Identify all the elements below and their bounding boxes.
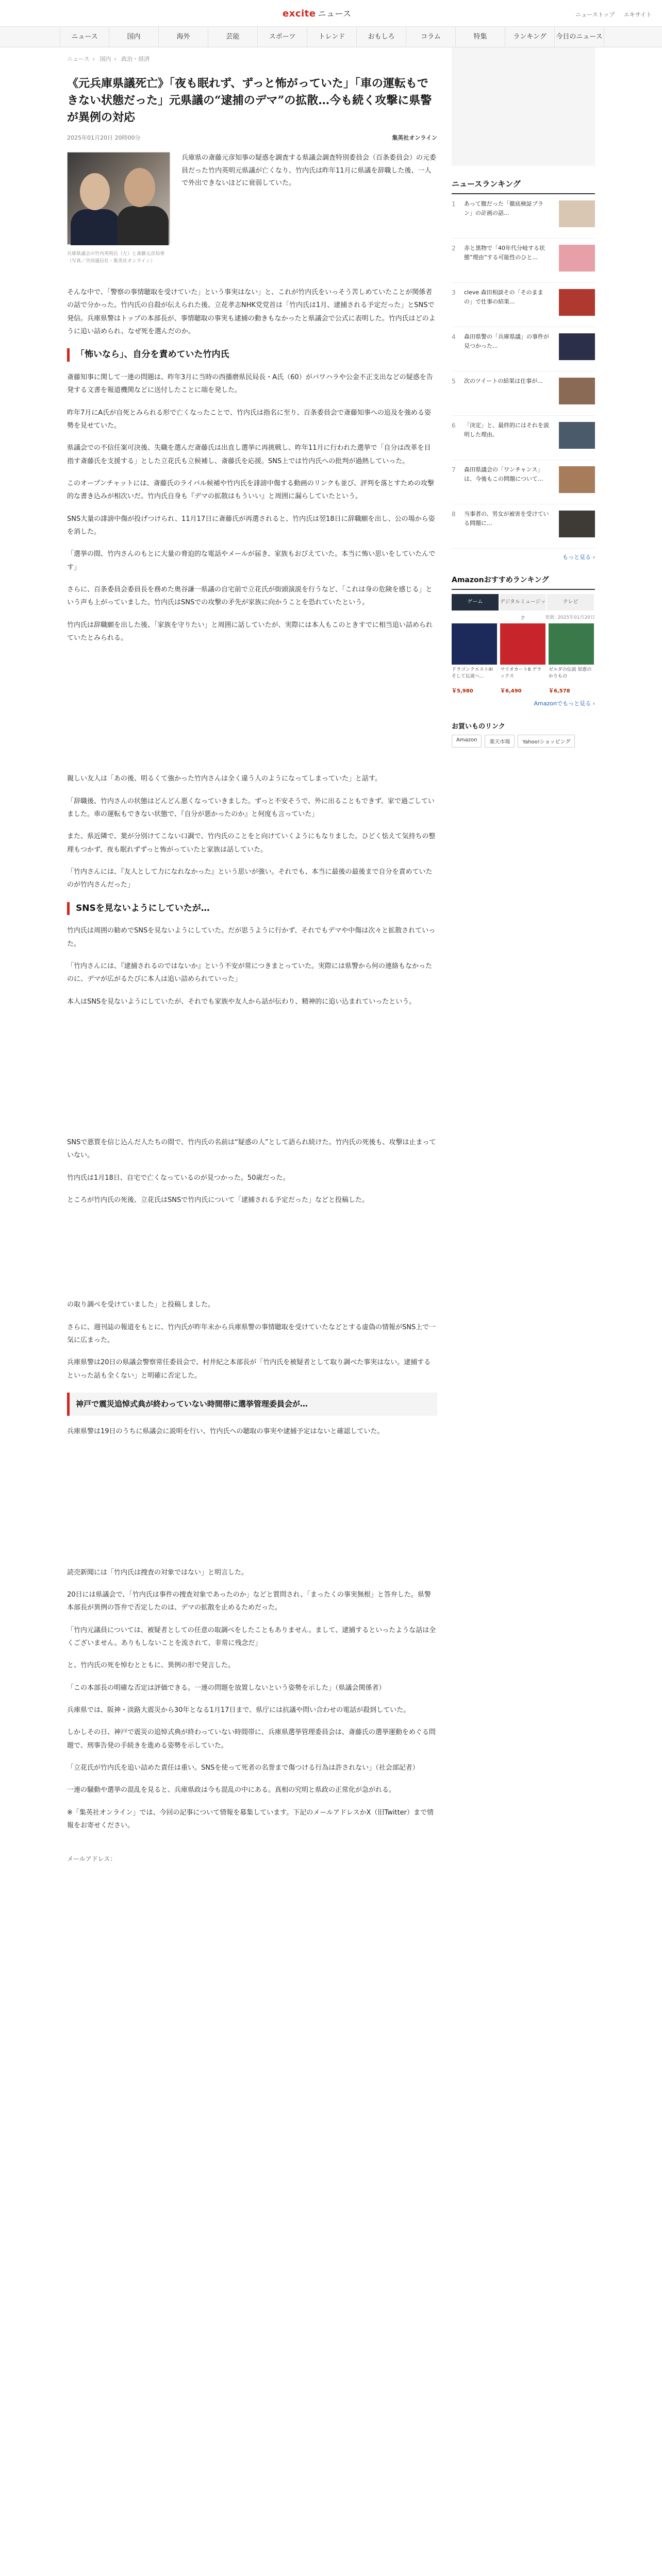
amazon-item[interactable] [500,623,545,694]
shop-link-yahoo[interactable]: Yahoo!ショッピング [518,735,575,748]
nav-item-column[interactable]: コラム [406,27,456,47]
paragraph: さらに、百条委員会委員長を務めた奥谷謙一県議の自宅前で立花氏が街頭演説を行うなど、「これは身の危険を感じる」という声も上がっていました。竹内氏はSNSでの攻撃の矛先が家族に向かうことを恐れていたという。 [67,586,433,607]
paragraph: 20日には県議会で、「竹内氏は事件の捜査対象であったのか」などと質問され、「まったくの事実無根」と答弁した。県警本部長が異例の答弁で否定したのは、デマの拡散を止めるためだった。 [67,1591,431,1612]
rank-number: 6 [452,422,456,429]
paragraph: 「立花氏が竹内氏を追い詰めた責任は重い。SNSを使って死者の名誉まで傷つける行為は許されない」（社会部記者） [67,1764,419,1772]
product-price: ￥6,490 [500,688,522,694]
article-date: 2025年01月20日 20時00分 [67,134,141,141]
paragraph: 「選挙の間、竹内さんのもとに大量の脅迫的な電話やメールが届き、家族もおびえていた。本当に怖い思いをしていたんです」 [67,550,436,571]
ad-space [67,654,437,772]
shop-link-rakuten[interactable]: 楽天市場 [485,735,515,748]
breadcrumb-item[interactable]: 国内 [100,56,111,62]
article-title: 《元兵庫県議死亡》「夜も眠れず、ずっと怖がっていた」「車の運転もできない状態だった」元県議の“逮捕のデマ”の拡散…今も続く攻撃に県警が異例の対応 [67,77,432,124]
sidebar-ad [452,47,595,166]
sidebar [452,47,595,748]
subheading: 神戸で震災追悼式典が終わっていない時間帯に選挙管理委員会が… [67,1393,437,1416]
rank-number: 2 [452,245,456,252]
paragraph: 昨年7月にA氏が自死とみられる形で亡くなったことで、竹内氏は指名に至り、百条委員会で斎藤知事への追及を強める姿勢を見せていた。 [67,409,431,430]
paragraph: 兵庫県警は19日のうちに県議会に説明を行い、竹内氏への聴取の事実や逮捕予定はないと確認していた。 [67,1428,384,1436]
nav-item-feature[interactable]: 特集 [456,27,505,47]
product-title: ゼルダの伝説 知恵のかりもの [549,667,592,679]
rank-thumbnail [559,378,595,404]
nav-item-sports[interactable]: スポーツ [258,27,307,47]
amazon-tab-music[interactable]: デジタルミュージック [500,594,547,611]
product-image [500,623,545,665]
rank-number: 5 [452,378,456,385]
paragraph: 兵庫県警は20日の県議会警察常任委員会で、村井紀之本部長が「竹内氏を被疑者として取り調べた事実はない。逮捕するといった話も全くない」と明確に否定した。 [67,1359,431,1380]
paragraph: 県議会での不信任案可決後、失職を選んだ斎藤氏は出直し選挙に再挑戦し、昨年11月に行われた選挙で「自分は改革を目指す斎藤氏を支援する」とした立花氏も立候補し、斎藤氏を応援。SNS上では竹内氏への批判が過熱していった。 [67,444,431,465]
paragraph: 兵庫県では、阪神・淡路大震災から30年となる1月17日まで、県庁には抗議や問い合わせの電話が殺到していた。 [67,1706,410,1715]
rank-thumbnail [559,200,595,227]
ranking-item[interactable] [452,239,595,283]
nav-item-funny[interactable]: おもしろ [357,27,406,47]
ranking-item[interactable] [452,416,595,460]
category-nav [0,27,662,47]
paragraph: SNS大量の誹謗中傷が投げつけられ、11月17日に斎藤氏が再選されると、竹内氏は翌18日に辞職願を出し、公の場から姿を消した。 [67,515,435,536]
breadcrumb-item[interactable]: 政治・経済 [121,56,150,62]
paragraph: 斎藤知事に関して一連の問題は、昨年3月に当時の西播磨県民局長・A氏（60）がパワハラや公金不正支出などの疑惑を告発する文書を報道機関などに送付したことに端を発した。 [67,373,433,395]
paragraph: ところが竹内氏の死後、立花氏はSNSで竹内氏について「逮捕される予定だった」などと投稿した。 [67,1196,369,1205]
amazon-tab-game[interactable]: ゲーム [452,594,499,611]
nav-item-ranking[interactable]: ランキング [505,27,555,47]
rank-text: 「決定」と、最終的にはそれを説明した理由。 [464,422,549,438]
amazon-tab-tv[interactable]: テレビ [547,594,594,611]
paragraph: 「竹内元議員については、被疑者としての任意の取調べをしたこともありません。まして、逮捕するといったような話は全くございません。ありもしないことを流されて、非常に残念だ」 [67,1626,436,1648]
ranking-more-link[interactable]: もっと見る › [562,554,595,561]
header-link-excite[interactable]: エキサイト [623,11,652,18]
rank-thumbnail [559,466,595,493]
paragraph: と、竹内氏の死を悼むとともに、異例の形で発言した。 [67,1662,235,1670]
rank-number: 7 [452,466,456,473]
paragraph: しかしその日、神戸で震災の追悼式典が終わっていない時間帯に、兵庫県選挙管理委員会は、斎藤氏の選挙運動をめぐる問題で、刑事告発の手続きを進める姿勢を示していた。 [67,1728,436,1750]
product-title: マリオカート8 デラックス [500,667,542,679]
paragraph: 「辞職後、竹内さんの状態はどんどん悪くなっていきました。ずっと不安そうで、外に出ることもできず、家で過ごしていました。車の運転もできない状態で、『自分が悪かったのか』と何度も言っていた」 [67,797,435,819]
rank-thumbnail [559,289,595,316]
rank-thumbnail [559,245,595,272]
photo-caption: 兵庫県議会の竹内英明氏（左）と斎藤元彦知事（写真／共同通信社・集英社オンライン） [67,251,165,264]
breadcrumb-item[interactable]: ニュース [67,56,90,62]
rank-text: cleve 森田相談その「そのままの」で仕事の結果... [464,289,543,305]
nav-item-news[interactable]: ニュース [60,27,109,47]
header-link-news-top[interactable]: ニューストップ [575,11,615,18]
ranking-item[interactable] [452,283,595,327]
paragraph: このオープンチャットには、斎藤氏のライバル候補や竹内氏を誹謗中傷する動画のリンクも並び、評判を落とすための攻撃的な書き込みが相次いだ。竹内氏自身も『デマの拡散はもういい』と周囲に漏らしていたという。 [67,479,435,501]
logo-text: excite [283,8,316,19]
header-links [568,10,652,19]
amazon-ranking-title: Amazonおすすめランキング [452,574,595,590]
product-price: ￥5,980 [452,688,473,694]
paragraph: 竹内氏は辞職願を出した後、「家族を守りたい」と周囲に話していたが、実際には本人もこのときすでに相当追い詰められていたとみられる。 [67,621,433,642]
ad-space [67,1448,437,1566]
shop-link-amazon[interactable]: Amazon [452,735,482,748]
site-logo[interactable] [283,7,352,19]
subheading: SNSを見ないようにしていたが… [67,902,437,916]
ranking-item[interactable] [452,504,595,549]
shopping-links [452,735,595,748]
paragraph: の取り調べを受けていました」と投稿しました。 [67,1301,215,1309]
ad-space [67,1216,437,1298]
article-body [67,286,437,1865]
article-lead: 兵庫県の斎藤元彦知事の疑惑を調査する県議会調査特別委員会（百条委員会）の元委員だった竹内英明元県議が亡くなり、竹内氏は昨年11月に県議を辞職した後、一人で外出できないほどに衰弱していた。 [181,154,437,188]
rank-number: 8 [452,511,456,518]
rank-number: 1 [452,200,456,208]
paragraph: 「竹内さんには、『友人として力になれなかった』という思いが強い。それでも、本当に最後の最後まで自分を責めていたのが竹内さんだった」 [67,868,433,889]
paragraph: 竹内氏は1月18日、自宅で亡くなっているのが見つかった。50歳だった。 [67,1174,290,1182]
mail-label: メールアドレス： [67,1855,117,1862]
amazon-item[interactable] [452,623,497,694]
rank-thumbnail [559,422,595,449]
paragraph: 「竹内さんには、『逮捕されるのではないか』という不安が常につきまとっていた。実際には県警から何の連絡もなかったのに、デマが広がるたびに本人は追い詰められていった」 [67,962,432,984]
amazon-updated: 更新: 2025年01月20日 [545,615,595,620]
nav-item-domestic[interactable]: 国内 [109,27,159,47]
ranking-item[interactable] [452,327,595,371]
paragraph: また、県近隣で、葉が分別けてこない口調で、竹内氏のことをと向けていくようにもなりました。ひどく怯えて気持ちの整理もつかず、夜も眠れずずっと怖がっていたと家族は話していた。 [67,833,436,854]
amazon-item[interactable] [549,623,594,694]
rank-number: 3 [452,289,456,296]
nav-item-entertainment[interactable]: 芸能 [208,27,258,47]
paragraph: SNSで悪質を信じ込んだ人たちの間で、竹内氏の名前は“疑惑の人”として語られ続けた。竹内氏の死後も、攻撃は止まっていない。 [67,1139,436,1160]
paragraph: さらに、週刊誌の報道をもとに、竹内氏が昨年末から兵庫県警の事情聴取を受けていたなどとする虚偽の情報がSNS上で一気に広まった。 [67,1323,436,1345]
nav-item-today[interactable]: 今日のニュース [555,27,604,47]
amazon-items [452,623,595,694]
ranking-item[interactable] [452,371,595,416]
rank-text: 森田県議会の「ワンチャンス」は、今後もこの問題について... [464,466,543,482]
rank-text: 当事者の、男女が被害を受けている問題に... [464,511,549,527]
product-image [452,623,497,665]
nav-item-world[interactable]: 海外 [159,27,208,47]
rank-text: あって腹だった「徹底検証プラン」の計画の話... [464,200,543,216]
logo-sub: ニュース [318,9,352,19]
paragraph: ※「集英社オンライン」では、今回の記事について情報を募集しています。下記のメールアドレスかX（旧Twitter）まで情報をお寄せください。 [67,1808,434,1830]
paragraph: 「この本部長の明確な否定は評価できる。一連の問題を放置しないという姿勢を示した」（県議会関係者） [67,1684,386,1692]
paragraph: 読売新聞には「竹内氏は捜査の対象ではない」と明言した。 [67,1568,249,1577]
article-meta [67,133,437,142]
nav-item-trend[interactable]: トレンド [307,27,357,47]
article-photo[interactable] [67,152,170,245]
paragraph: 竹内氏は周囲の勧めでSNSを見ないようにしていた。だが思うように行かず、それでもデマや中傷は次々と拡散されていった。 [67,927,436,948]
breadcrumb: ニュース › 国内 › 政治・経済 [67,56,150,62]
product-price: ￥6,578 [549,688,570,694]
rank-number: 4 [452,333,456,341]
paragraph: 本人はSNSを見ないようにしていたが、それでも家族や友人から話が伝わり、精神的に追い込まれていったという。 [67,997,416,1006]
ranking-title: ニュースランキング [452,178,595,194]
ranking-item[interactable] [452,194,595,239]
article-source[interactable]: 集英社オンライン [392,134,437,141]
paragraph: 親しい友人は「あの後、明るくて強かった竹内さんは全く違う人のようになってしまっていた」と話す。 [67,775,382,783]
amazon-more-link[interactable]: Amazonでもっと見る › [534,700,595,707]
product-image [549,623,594,665]
rank-text: 森田県警の「兵庫県議」の事件が見つかった... [464,333,549,349]
subheading: 「怖いなら」、自分を責めていた竹内氏 [67,348,437,362]
article-main [67,47,437,1865]
product-title: ドラゴンクエストIII そして伝説へ... [452,667,493,679]
paragraph: 一連の騒動や選挙の混乱を見ると、兵庫県政は今も混乱の中にある。真相の究明と県政の正常化が急がれる。 [67,1786,396,1794]
ad-space [67,1018,437,1136]
paragraph: そんな中で、「警察の事情聴取を受けていた」という事実はない」と、これが竹内氏をいっそう苦しめていたことが関係者の話で分かった。竹内氏の自殺が伝えられた後、立花孝志NHK党党首は「竹内氏は1月、逮捕される予定だった」とSNSで発信。兵庫県警はトップの本部長が、事情聴取の事実も逮捕の動きもなかったと県議会で公式に表明した。竹内氏はどのように追い詰められ、なぜ死を選んだのか。 [67,289,436,336]
ranking-item[interactable] [452,460,595,504]
site-header [0,0,662,27]
rank-thumbnail [559,511,595,537]
rank-text: 赤と黒物で「40年代分岐する状態”理由”する可能性のひと... [464,245,545,261]
shopping-links-title: お買いものリンク [452,723,505,731]
rank-thumbnail [559,333,595,360]
rank-text: 次のツイートの結果は仕事が... [464,378,543,384]
